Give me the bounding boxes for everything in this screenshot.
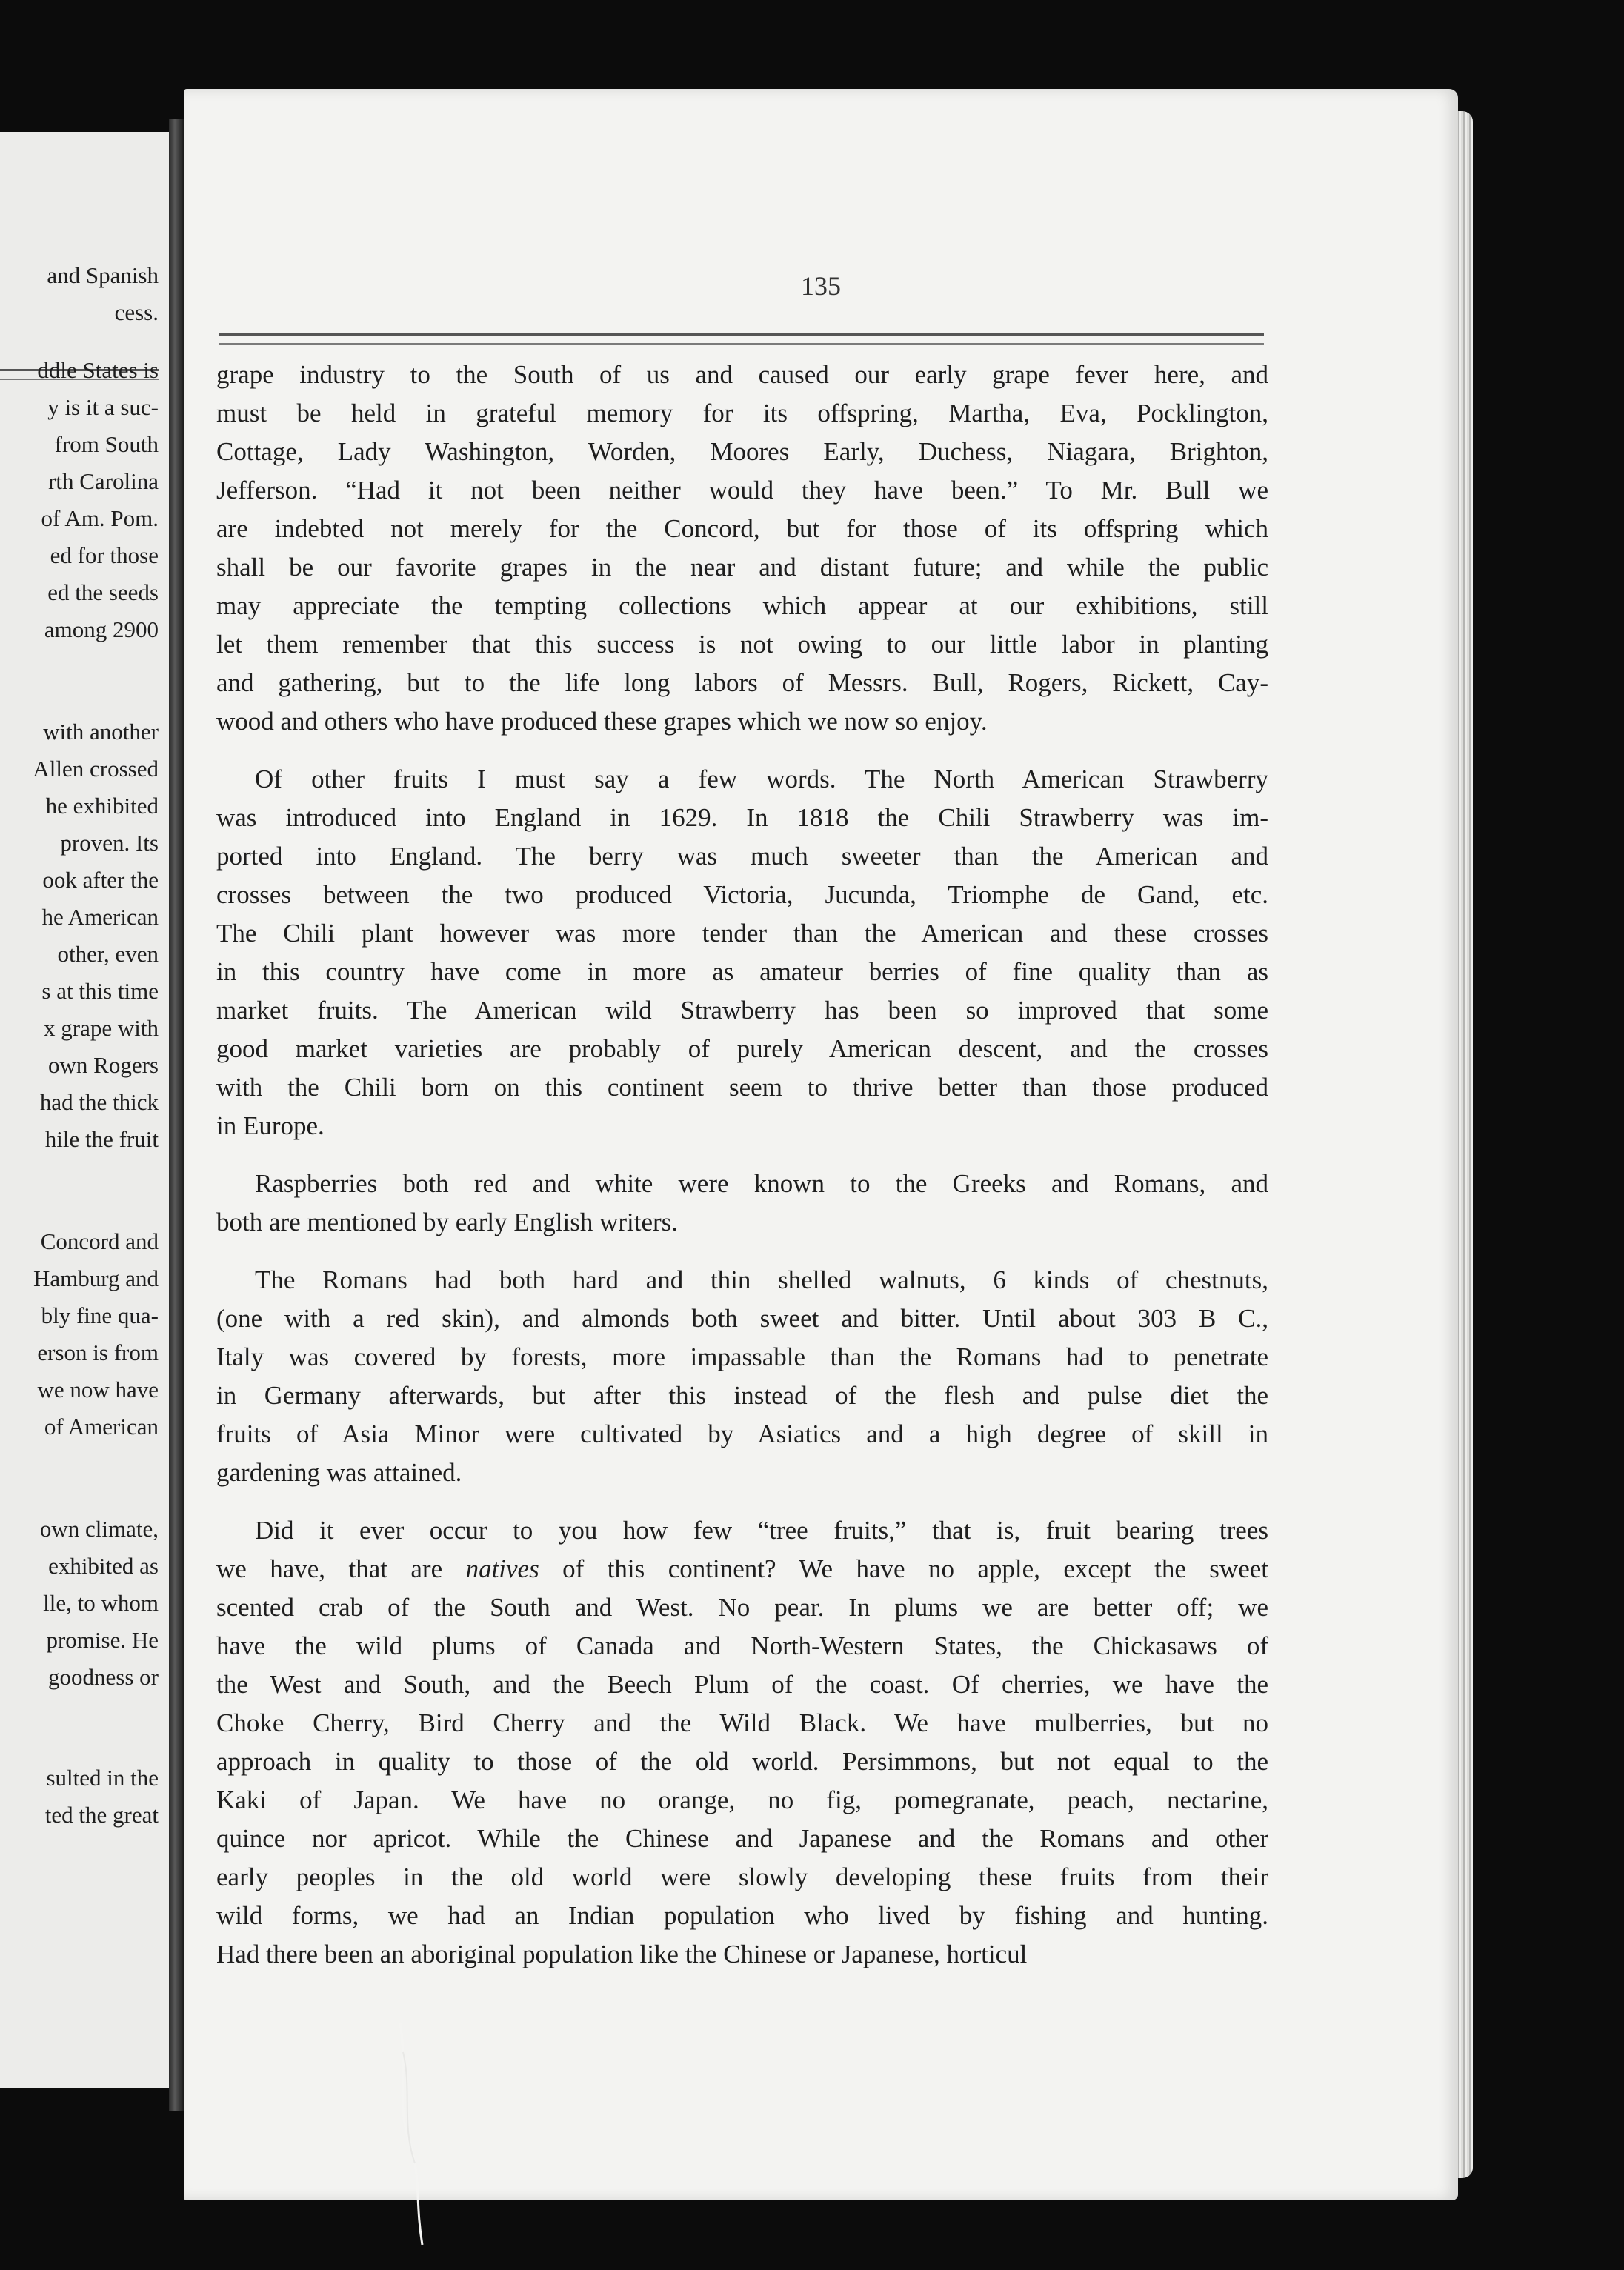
text-line: was introduced into England in 1629. In 1818 the Chili Strawberry was im-	[216, 803, 1268, 832]
text-line: good market varieties are probably of purely American descent, and the crosses	[216, 1034, 1268, 1063]
paragraph	[216, 760, 1268, 1145]
left-page-line: of American	[44, 1414, 159, 1439]
left-page-line: rth Carolina	[48, 468, 159, 494]
text-line: wood and others who have produced these grapes which we now so enjoy.	[216, 707, 988, 736]
text-line: Raspberries both red and white were known to the Greeks and Romans, and	[255, 1169, 1268, 1198]
left-page-line: we now have	[37, 1377, 159, 1402]
text-line: shall be our favorite grapes in the near and distant future; and while the public	[216, 553, 1268, 582]
text-line: market fruits. The American wild Strawberry has been so improved that some	[216, 996, 1268, 1025]
body-text	[216, 356, 1268, 1993]
text-line: Italy was covered by forests, more impassable than the Romans had to penetrate	[216, 1342, 1268, 1371]
left-page-line: among 2900	[44, 616, 159, 642]
text-line: early peoples in the old world were slowly developing these fruits from their	[216, 1863, 1268, 1891]
left-page-line: he American	[41, 904, 159, 930]
text-line: must be held in grateful memory for its offspring, Martha, Eva, Pocklington,	[216, 399, 1268, 427]
text-line: let them remember that this success is not owing to our little labor in planting	[216, 630, 1268, 659]
left-page	[0, 132, 171, 2088]
text-line: scented crab of the South and West. No pear. In plums we are better off; we	[216, 1593, 1268, 1622]
page-number: 135	[801, 271, 841, 301]
text-line: crosses between the two produced Victoria, Jucunda, Triomphe de Gand, etc.	[216, 880, 1268, 909]
text-line: the West and South, and the Beech Plum of the coast. Of cherries, we have the	[216, 1670, 1268, 1699]
text-line: Cottage, Lady Washington, Worden, Moores Early, Duchess, Niagara, Brighton,	[216, 437, 1268, 466]
left-page-line: with another	[43, 719, 159, 745]
text-line: in Germany afterwards, but after this instead of the flesh and pulse diet the	[216, 1381, 1268, 1410]
paragraph	[216, 1165, 1268, 1242]
header-rule	[219, 333, 1264, 345]
left-page-line: exhibited as	[48, 1553, 159, 1579]
text-line: and gathering, but to the life long labors of Messrs. Bull, Rogers, Rickett, Cay-	[216, 668, 1268, 697]
left-page-line: Hamburg and	[33, 1265, 159, 1291]
text-line: grape industry to the South of us and caused our early grape fever here, and	[216, 360, 1268, 389]
left-page-line: and Spanish	[47, 262, 159, 288]
left-page-line: hile the fruit	[44, 1126, 159, 1152]
left-page-line: y is it a suc-	[47, 394, 159, 420]
text-line: in Europe.	[216, 1111, 325, 1140]
left-page-line: x grape with	[44, 1015, 159, 1041]
left-page-line: s at this time	[41, 978, 159, 1004]
paragraph	[216, 1261, 1268, 1492]
left-page-line: from South	[54, 431, 159, 457]
left-page-line: ed the seeds	[47, 579, 159, 605]
book-gutter	[169, 119, 184, 2111]
left-page-line: had the thick	[39, 1089, 159, 1115]
left-page-line: own climate,	[39, 1516, 159, 1542]
left-page-line: he exhibited	[45, 793, 159, 819]
left-page-line: ook after the	[42, 867, 159, 893]
text-line: Kaki of Japan. We have no orange, no fig, pomegranate, peach, nectarine,	[216, 1785, 1268, 1814]
left-page-line: bly fine qua-	[41, 1302, 159, 1328]
text-line: Had there been an aboriginal population like the Chinese or Japanese, horticul	[216, 1940, 1028, 1968]
left-page-line: cess.	[114, 299, 159, 325]
left-page-line: other, even	[57, 941, 159, 967]
left-page-line: Concord and	[40, 1228, 159, 1254]
left-page-line: of Am. Pom.	[41, 505, 159, 531]
text-line: fruits of Asia Minor were cultivated by Asiatics and a high degree of skill in	[216, 1419, 1268, 1448]
text-line: quince nor apricot. While the Chinese and Japanese and the Romans and other	[216, 1824, 1268, 1853]
text-line: gardening was attained.	[216, 1458, 462, 1487]
text-line: Jefferson. “Had it not been neither would they have been.” To Mr. Bull we	[216, 476, 1268, 505]
text-line: we have, that are natives of this continent? We have no apple, except the sweet	[216, 1554, 1269, 1583]
text-line: Of other fruits I must say a few words. The North American Strawberry	[255, 765, 1268, 793]
text-line: with the Chili born on this continent seem to thrive better than those produced	[216, 1073, 1268, 1102]
paragraph	[216, 356, 1268, 741]
left-page-line: sulted in the	[46, 1765, 159, 1791]
left-page-line: own Rogers	[48, 1052, 159, 1078]
loose-thread	[393, 2023, 437, 2245]
left-page-line: erson is from	[37, 1339, 159, 1365]
text-line: (one with a red skin), and almonds both sweet and bitter. Until about 303 B C.,	[216, 1304, 1268, 1333]
text-line: may appreciate the tempting collections which appear at our exhibitions, still	[216, 591, 1268, 620]
left-page-line: ted the great	[44, 1802, 159, 1828]
left-page-line: promise. He	[46, 1627, 159, 1653]
left-page-line: ed for those	[50, 542, 159, 568]
left-page-line: lle, to whom	[43, 1590, 159, 1616]
paragraph	[216, 1511, 1268, 1974]
text-line: wild forms, we had an Indian population who lived by fishing and hunting.	[216, 1901, 1268, 1930]
text-line: The Romans had both hard and thin shelled walnuts, 6 kinds of chestnuts,	[255, 1265, 1268, 1294]
text-line: are indebted not merely for the Concord, but for those of its offspring which	[216, 514, 1268, 543]
left-page-line: Allen crossed	[33, 756, 159, 782]
text-line: ported into England. The berry was much sweeter than the American and	[216, 842, 1268, 871]
text-line: approach in quality to those of the old world. Persimmons, but not equal to the	[216, 1747, 1268, 1776]
text-line: in this country have come in more as amateur berries of fine quality than as	[216, 957, 1268, 986]
left-page-line: proven. Its	[60, 830, 159, 856]
left-page-line: ddle States is	[37, 357, 159, 383]
right-page	[184, 89, 1458, 2200]
text-line: both are mentioned by early English writers.	[216, 1208, 679, 1236]
left-page-line: goodness or	[48, 1664, 159, 1690]
text-line: The Chili plant however was more tender than the American and these crosses	[216, 919, 1268, 948]
text-line: Choke Cherry, Bird Cherry and the Wild Black. We have mulberries, but no	[216, 1708, 1268, 1737]
text-line: Did it ever occur to you how few “tree fruits,” that is, fruit bearing trees	[255, 1516, 1268, 1545]
text-line: have the wild plums of Canada and North-Western States, the Chickasaws of	[216, 1631, 1268, 1660]
